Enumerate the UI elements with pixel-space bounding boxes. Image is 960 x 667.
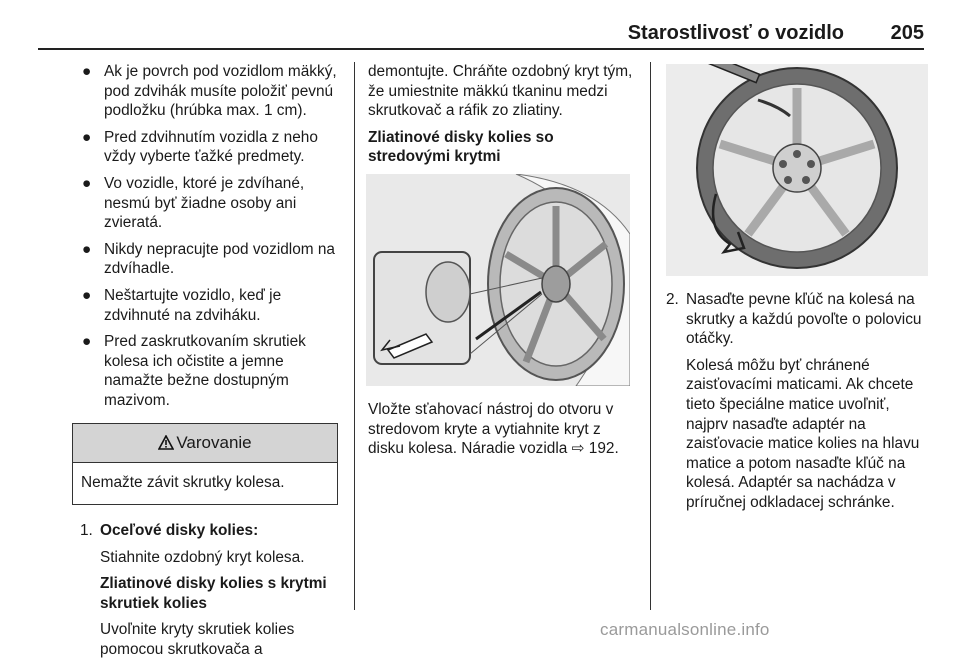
list-item: ● Ak je povrch pod vozidlom mäkký, pod zdvihák musíte položiť pevnú podložku (hrúbka max. 1 cm). xyxy=(82,63,337,120)
wheel-wrench-illustration xyxy=(666,64,928,276)
wheel-center-cap-illustration xyxy=(366,174,630,386)
header-rule xyxy=(38,48,924,50)
step-heading: Oceľové disky kolies: xyxy=(100,522,259,540)
step-text: Stiahnite ozdobný kryt kolesa. xyxy=(100,548,305,566)
step-2 xyxy=(666,290,928,349)
section-subheading: Zliatinové disky kolies so stredovými krytmi xyxy=(368,128,554,166)
warning-text: Nemažte závit skrutky kolesa. xyxy=(81,473,285,491)
watermark: carmanualsonline.info xyxy=(600,620,770,639)
page-header xyxy=(38,14,924,50)
step-note: Kolesá môžu byť chránené zaisťovacími maticami. Ak chcete tieto špeciálne matice uvoľniť, najprv nasaďte adaptér na zaisťovacie matice kolies na hlavu matice a potom nasaďte kľúč na kolesá. Adaptér sa nachádza v príručnej odkladacej schránke. xyxy=(686,356,920,511)
list-item: ● Neštartujte vozidlo, keď je zdvihnuté na zdviháku. xyxy=(82,286,282,324)
warning-title: Varovanie xyxy=(176,432,252,452)
warning-box xyxy=(72,423,338,506)
step-subheading: Zliatinové disky kolies s krytmi skrutiek kolies xyxy=(100,575,327,612)
column-1 xyxy=(80,62,338,667)
step-subtext: Uvoľnite kryty skrutiek kolies pomocou skrutkovača a xyxy=(100,621,295,659)
warning-header xyxy=(73,424,337,463)
step-number: 1. xyxy=(80,522,93,540)
list-item: ● Pred zdvihnutím vozidla z neho vždy vyberte ťažké predmety. xyxy=(82,128,318,166)
step-1 xyxy=(80,521,338,541)
list-item: ● Nikdy nepracujte pod vozidlom na zdvíhadle. xyxy=(82,240,335,278)
continuation-text: demontujte. Chráňte ozdobný kryt tým, že umiestnite mäkkú tkaninu medzi skrutkovač a ráfik zo zliatiny. xyxy=(368,63,633,120)
column-3 xyxy=(666,62,928,520)
page-number: 205 xyxy=(890,22,924,44)
column-divider-2 xyxy=(650,62,651,610)
column-divider-1 xyxy=(354,62,355,610)
instruction-text: Vložte sťahovací nástroj do otvoru v stredovom kryte a vytiahnite kryt z disku kolesa. Náradie vozidla ⇨ 192. xyxy=(368,400,619,458)
step-number: 2. xyxy=(666,291,679,308)
page-title: Starostlivosť o vozidlo xyxy=(627,22,844,44)
step-text: Nasaďte pevne kľúč na kolesá na skrutky a každú povoľte o polovicu otáčky. xyxy=(686,291,922,348)
list-item: ● Pred zaskrutkovaním skrutiek kolesa ich očistite a jemne namažte bežne dostupným mazivom. xyxy=(82,333,306,409)
list-item: ● Vo vozidle, ktoré je zdvíhané, nesmú byť žiadne osoby ani zvieratá. xyxy=(82,174,305,232)
column-2 xyxy=(368,62,634,466)
warning-triangle-icon xyxy=(158,426,174,464)
